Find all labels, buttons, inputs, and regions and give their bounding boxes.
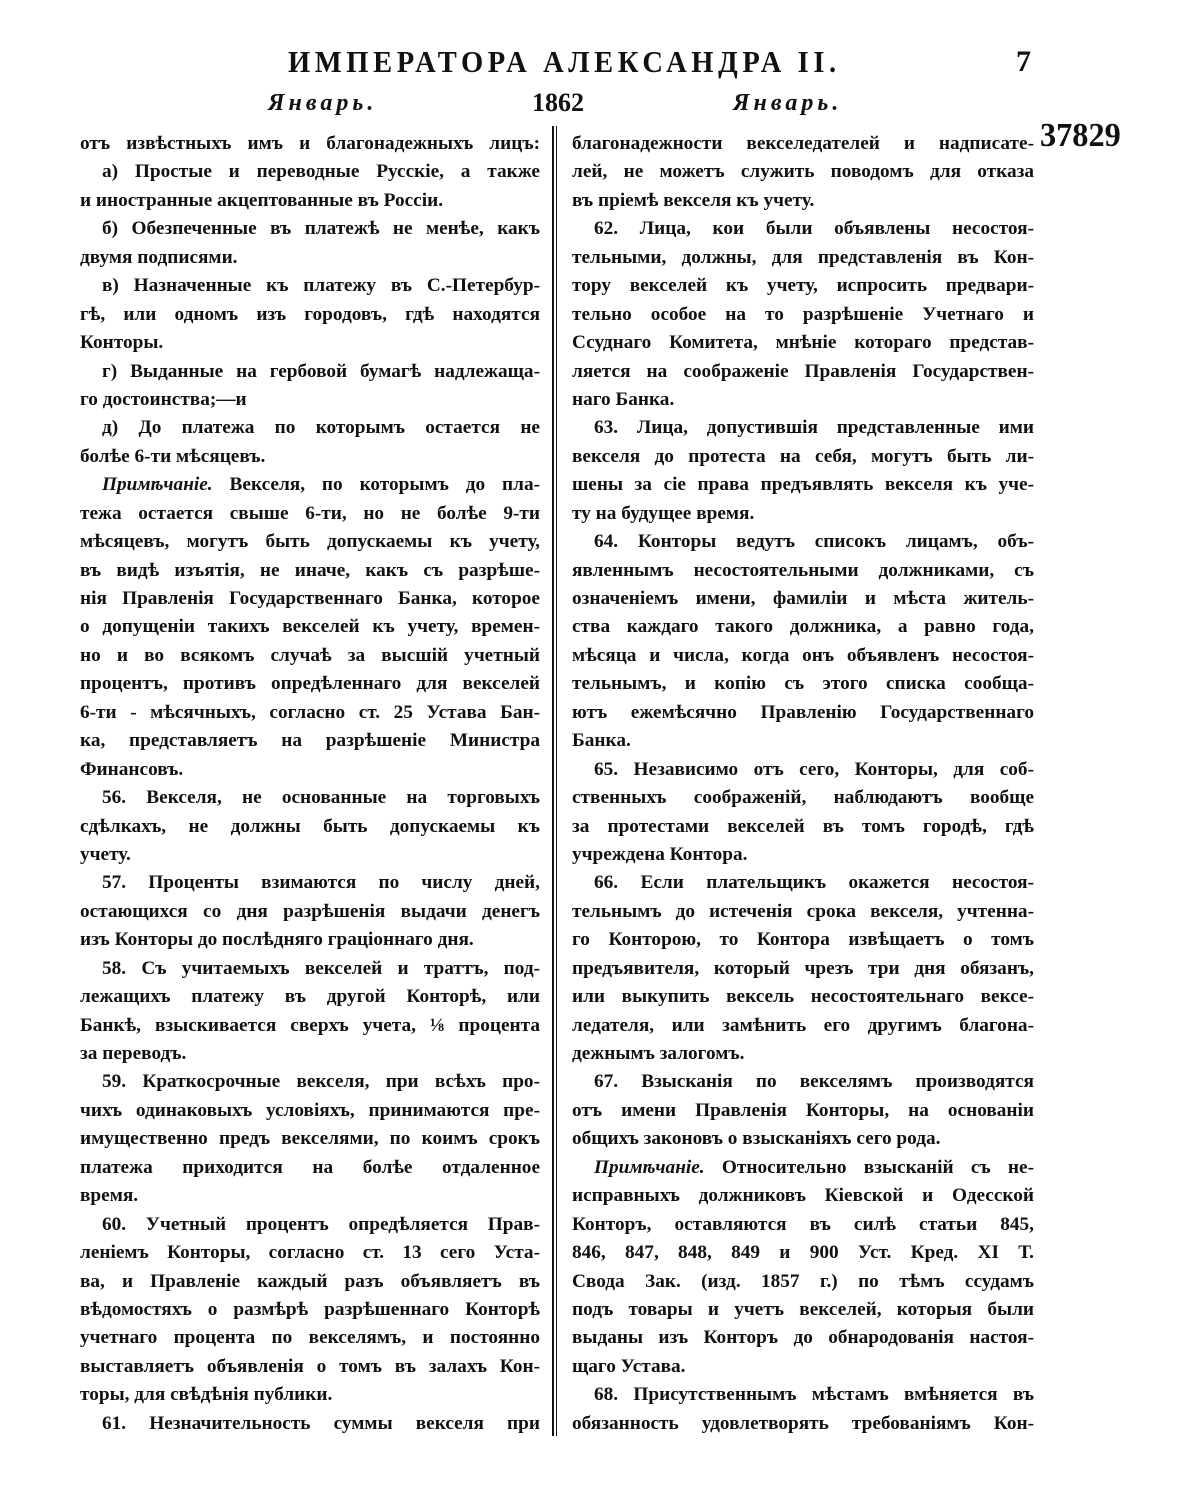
text-line: торы, для свѣдѣнія публики. <box>80 1384 333 1406</box>
text-line: или выкупить вексель несостоятельнаго вексе- <box>572 986 1034 1008</box>
text-line: имущественно предъ векселями, по коимъ срокъ <box>80 1128 540 1150</box>
text-line: выданы изъ Конторъ до обнародованія настоя- <box>572 1327 1034 1349</box>
text-line: шены за сіе права предъявлять векселя къ уче- <box>572 474 1034 496</box>
text-line: 6-ти - мѣсячныхъ, согласно ст. 25 Устава Бан- <box>80 701 540 723</box>
text-line: Свода Зак. (изд. 1857 г.) по тѣмъ ссудамъ <box>572 1270 1034 1292</box>
text-line: тежа остается свыше 6-ти, но не болѣе 9-ти <box>80 502 540 524</box>
text-line: 60. Учетный процентъ опредѣляется Прав- <box>102 1213 540 1235</box>
text-line: г) Выданные на гербовой бумагѣ надлежаща- <box>102 360 540 382</box>
text-line: означеніемъ имени, фамиліи и мѣста житель- <box>572 588 1034 609</box>
text-line: отъ имени Правленія Конторы, на основаніи <box>572 1099 1034 1121</box>
text-line: го Конторою, то Контора извѣщаетъ о томъ <box>572 929 1034 951</box>
text-line: Банка. <box>572 730 631 752</box>
text-line: тельнымъ до истеченія срока векселя, учтенна- <box>572 900 1034 922</box>
line-text: Относительно взысканій съ не- <box>704 1156 1034 1178</box>
text-line: явленнымъ несостоятельными должниками, съ <box>572 559 1034 581</box>
text-line: выставляетъ объявленія о томъ въ залахъ Кон- <box>80 1355 540 1377</box>
running-head: ИМПЕРАТОРА АЛЕКСАНДРА II. <box>288 44 841 79</box>
text-line: за переводъ. <box>80 1043 187 1064</box>
margin-document-number: 37829 <box>1040 117 1121 154</box>
text-line: учреждена Контора. <box>572 843 748 865</box>
text-line: ледателя, или замѣнить его другимъ благона- <box>572 1014 1034 1036</box>
text-line: о допущеніи такихъ векселей къ учету, времен- <box>80 616 540 638</box>
text-line: и иностранные акцептованные въ Россіи. <box>80 189 444 211</box>
text-line: мѣсяцевъ, могутъ быть допускаемы къ учету, <box>80 531 540 553</box>
text-line: го достоинства;—и <box>80 388 247 410</box>
text-line: 59. Краткосрочные векселя, при всѣхъ про- <box>102 1071 540 1093</box>
text-line: тору векселей къ учету, испросить предвари- <box>572 275 1034 297</box>
month-right: Январь. <box>733 90 843 116</box>
left-column <box>80 130 540 1438</box>
text-line: в) Назначенные къ платежу въ С.-Петербур- <box>102 275 540 297</box>
text-line: гѣ, или одномъ изъ городовъ, гдѣ находятся <box>80 303 540 325</box>
text-line: ва, и Правленіе каждый разъ объявляетъ въ <box>80 1270 540 1292</box>
note-label: Примѣчаніе. <box>594 1156 705 1178</box>
text-line: тельными, должны, для представленія въ Кон- <box>572 246 1034 268</box>
text-line: учету. <box>80 843 131 865</box>
text-line: благонадежности векселедателей и надписате- <box>572 133 1034 154</box>
text-line: д) До платежа по которымъ остается не <box>102 417 540 439</box>
text-line: общихъ законовъ о взысканіяхъ сего рода. <box>572 1128 941 1150</box>
text-line: 61. Незначительность суммы векселя при <box>102 1412 540 1434</box>
text-line: лежащихъ платежу въ другой Конторѣ, или <box>80 986 540 1008</box>
text-line: исправныхъ должниковъ Кіевской и Одесской <box>572 1185 1034 1207</box>
text-line: въ видѣ изъятія, не иначе, какъ съ разрѣше- <box>80 559 540 581</box>
text-line: остающихся со дня разрѣшенія выдачи денегъ <box>80 900 540 922</box>
text-line: изъ Конторы до послѣдняго граціоннаго дня. <box>80 929 474 951</box>
text-line: ютъ ежемѣсячно Правленію Государственнаго <box>572 701 1034 723</box>
text-line: Конторъ, оставляются въ силѣ статьи 845, <box>572 1213 1034 1235</box>
text-line: предъявителя, который чрезъ три дня обязанъ, <box>572 957 1034 979</box>
text-line: 67. Взысканія по векселямъ производятся <box>594 1071 1034 1093</box>
text-line: ляется на соображеніе Правленія Государствен- <box>572 360 1034 382</box>
text-line: подъ товары и учетъ векселей, которыя были <box>572 1298 1034 1320</box>
text-line: обязанность удовлетворять требованіямъ Кон- <box>572 1412 1034 1434</box>
text-line: леніемъ Конторы, согласно ст. 13 сего Уста- <box>80 1242 540 1264</box>
text-line: тельно особое на то разрѣшеніе Учетнаго и <box>572 303 1034 325</box>
text-line: вѣдомостяхъ о размѣрѣ разрѣшеннаго Конторѣ <box>80 1298 540 1320</box>
text-line: 66. Если плательщикъ окажется несостоя- <box>594 872 1034 894</box>
text-line: наго Банка. <box>572 388 675 410</box>
month-left: Январь. <box>268 90 378 116</box>
text-line: 846, 847, 848, 849 и 900 Уст. Кред. XI Т. <box>572 1242 1034 1264</box>
text-line: нія Правленія Государственнаго Банка, которое <box>80 588 540 609</box>
text-line: но и во всякомъ случаѣ за высшій учетный <box>80 644 540 666</box>
text-line: Банкѣ, взыскивается сверхъ учета, ⅛ процента <box>80 1014 540 1036</box>
text-line: щаго Устава. <box>572 1355 686 1377</box>
text-line: 68. Присутственнымъ мѣстамъ вмѣняется въ <box>594 1384 1034 1406</box>
text-line: въ пріемѣ векселя къ учету. <box>572 189 815 211</box>
page-number: 7 <box>1016 45 1031 78</box>
text-line: сдѣлкахъ, не должны быть допускаемы къ <box>80 815 540 837</box>
line-text: Векселя, по которымъ до пла- <box>212 474 540 496</box>
text-line: ту на будущее время. <box>572 502 755 524</box>
text-line <box>572 1154 1034 1182</box>
text-line: б) Обезпеченные въ платежѣ не менѣе, какъ <box>102 218 540 240</box>
text-line: тельнымъ, и копію съ этого списка сообща- <box>572 673 1034 695</box>
text-line: лей, не можетъ служить поводомъ для отказа <box>572 161 1034 183</box>
text-line: процентъ, противъ опредѣленнаго для векселей <box>80 673 540 695</box>
year: 1862 <box>532 88 584 117</box>
text-line: 62. Лица, кои были объявлены несостоя- <box>594 218 1034 240</box>
text-line: 56. Векселя, не основанные на торговыхъ <box>102 787 540 809</box>
text-line <box>80 471 540 499</box>
text-line: 64. Конторы ведутъ списокъ лицамъ, объ- <box>594 531 1034 553</box>
text-line: отъ извѣстныхъ имъ и благонадежныхъ лицъ: <box>80 133 540 154</box>
text-line: дежнымъ залогомъ. <box>572 1043 745 1064</box>
text-line: ка, представляетъ на разрѣшеніе Министра <box>80 730 540 752</box>
column-divider <box>552 126 557 1436</box>
text-line: 65. Независимо отъ сего, Конторы, для соб- <box>594 758 1034 780</box>
text-line: платежа приходится на болѣе отдаленное <box>80 1156 540 1178</box>
right-column <box>572 130 1034 1438</box>
text-line: векселя до протеста на себя, могутъ быть ли- <box>572 445 1034 467</box>
text-line: за протестами векселей въ томъ городѣ, гдѣ <box>572 815 1034 837</box>
text-line: время. <box>80 1185 139 1207</box>
text-line: учетнаго процента по векселямъ, и постоянно <box>80 1327 540 1349</box>
text-line: Финансовъ. <box>80 758 184 780</box>
text-line: Ссуднаго Комитета, мнѣніе котораго представ- <box>572 332 1034 354</box>
text-line: двумя подписями. <box>80 246 238 268</box>
text-line: ственныхъ соображеній, наблюдаютъ вообще <box>572 787 1034 809</box>
text-line: 58. Съ учитаемыхъ векселей и траттъ, под- <box>102 957 540 979</box>
text-line: Конторы. <box>80 332 164 354</box>
text-line: болѣе 6-ти мѣсяцевъ. <box>80 445 266 467</box>
text-line: мѣсяца и числа, когда онъ объявленъ несостоя- <box>572 644 1034 666</box>
text-line: 63. Лица, допустившія представленные ими <box>594 417 1034 439</box>
note-label: Примѣчаніе. <box>102 474 213 496</box>
text-line: ства каждаго такого должника, а равно года, <box>572 616 1034 638</box>
text-line: а) Простые и переводные Русскіе, а также <box>102 161 540 183</box>
text-line: 57. Проценты взимаются по числу дней, <box>102 872 540 894</box>
text-line: чихъ одинаковыхъ условіяхъ, принимаются пре- <box>80 1099 540 1121</box>
